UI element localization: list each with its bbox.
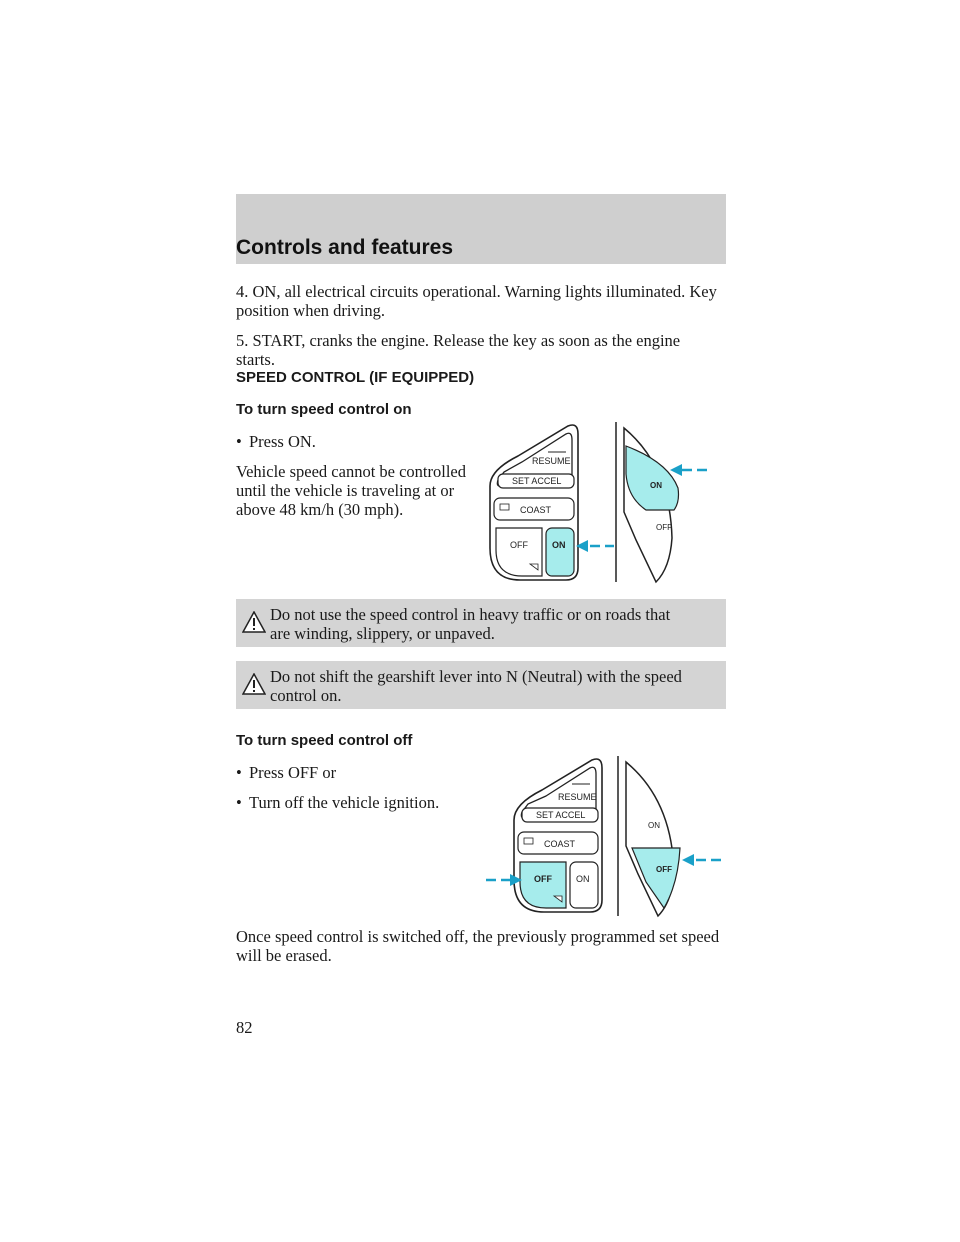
bullet-item [236,432,316,451]
off-label: OFF [510,540,528,550]
warning-box-traffic [236,599,726,647]
section-heading: SPEED CONTROL (IF EQUIPPED) [236,369,475,386]
warning-icon [242,673,266,695]
bullet-text: Press OFF or [249,763,337,782]
paragraph-speed-limit [236,462,466,519]
text-line: will be erased. [236,946,332,965]
warning-text [270,605,720,643]
subheading-turn-on: To turn speed control on [236,401,412,418]
resume-label: RESUME [558,792,597,802]
text-line: position when driving. [236,301,385,320]
bullet-dot: • [236,763,242,782]
on-label: ON [552,540,566,550]
set-accel-label: SET ACCEL [536,810,586,820]
text-line: above 48 km/h (30 mph). [236,500,404,519]
coast-indicator [524,838,533,844]
off-label: OFF [534,874,552,884]
on-button-outline [570,862,598,908]
warning-icon [242,611,266,633]
lever-on-label: ON [648,821,660,830]
lever-off-label: OFF [656,523,672,532]
coast-label: COAST [544,839,576,849]
text-line: until the vehicle is traveling at or [236,481,455,500]
bullet-dot: • [236,432,242,451]
bullet-text: Press ON. [249,432,316,451]
paragraph-key-on [236,282,717,320]
text-line: are winding, slippery, or unpaved. [270,624,495,643]
speed-control-diagram-off [484,752,728,920]
text-line: 4. ON, all electrical circuits operational. Warning lights illuminated. Key [236,282,717,301]
bullet-text: Turn off the vehicle ignition. [249,793,440,812]
text-line: control on. [270,686,342,705]
text-line: Do not shift the gearshift lever into N (Neutral) with the speed [270,667,682,686]
lever-on-label: ON [650,481,662,490]
bullet-item [236,763,336,782]
coast-indicator [500,504,509,510]
text-line: Do not use the speed control in heavy traffic or on roads that [270,605,671,624]
paragraph-key-start [236,331,680,369]
text-line: starts. [236,350,275,369]
lever-arrow-head [682,854,694,866]
lever-off-label: OFF [656,865,672,874]
warning-text [270,667,720,705]
text-line: Once speed control is switched off, the previously programmed set speed [236,927,720,946]
text-line: 5. START, cranks the engine. Release the key as soon as the engine [236,331,681,350]
warning-box-neutral [236,661,726,709]
resume-label: RESUME [532,456,571,466]
on-button-highlighted [546,528,574,576]
speed-control-diagram-on [478,418,718,588]
page-header-title: Controls and features [236,236,454,259]
set-accel-label: SET ACCEL [512,476,562,486]
bullet-item [236,793,439,812]
off-button-outline [496,528,542,576]
lever-arrow-head [670,464,682,476]
off-button-highlighted [520,862,566,908]
page-number: 82 [236,1018,253,1037]
paragraph-closing [236,927,719,965]
on-label: ON [576,874,590,884]
subheading-turn-off: To turn speed control off [236,732,413,749]
text-line: Vehicle speed cannot be controlled [236,462,466,481]
bullet-dot: • [236,793,242,812]
coast-label: COAST [520,505,552,515]
